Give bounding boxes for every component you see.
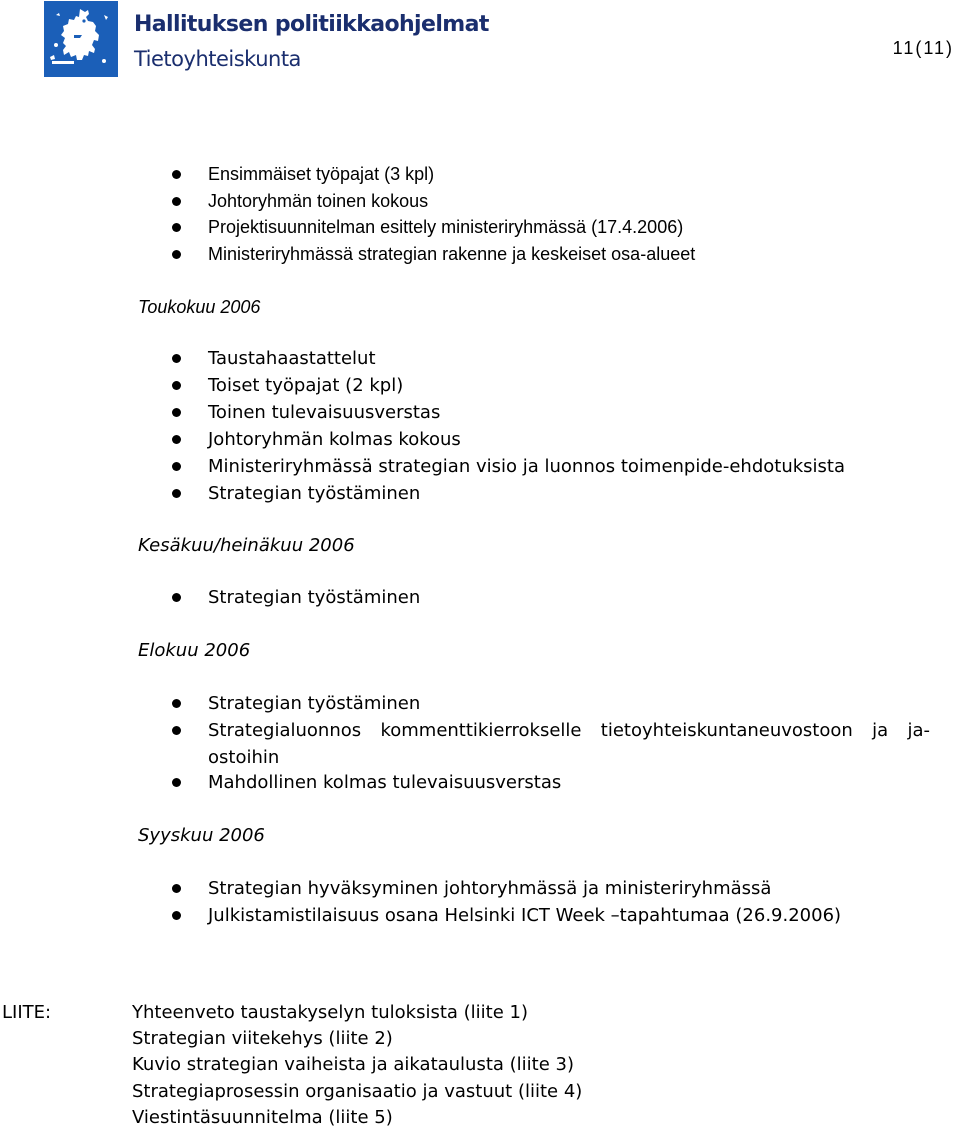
attachment-item: Viestintäsuunnitelma (liite 5) (132, 1107, 393, 1128)
bullet-icon (172, 462, 181, 471)
list-item (208, 717, 930, 771)
bullet-icon (172, 884, 181, 893)
bullet-icon (172, 435, 181, 444)
bullet-icon (172, 911, 181, 920)
bullet-icon (172, 778, 181, 787)
list-item (208, 241, 695, 268)
list-item (208, 875, 771, 902)
attachments-label: LIITE: (2, 1002, 52, 1023)
section-heading: Kesäkuu/heinäkuu 2006 (138, 535, 355, 556)
list-item (208, 769, 561, 796)
list-item-text: Mahdollinen kolmas tulevaisuusverstas (208, 772, 562, 793)
list-item (208, 372, 403, 399)
list-item-text: Projektisuunnitelman esittely ministeriryhmässä (17.4.2006) (208, 217, 684, 237)
list-item-text: Johtoryhmän kolmas kokous (208, 429, 461, 450)
list-item-text: Julkistamistilaisuus osana Helsinki ICT Week –tapahtumaa (26.9.2006) (208, 905, 842, 926)
attachment-item: Yhteenveto taustakyselyn tuloksista (liite 1) (132, 1002, 528, 1023)
list-item-text: Johtoryhmän toinen kokous (208, 191, 429, 211)
list-item (208, 188, 428, 215)
finnish-lion-logo (44, 1, 118, 77)
list-item-text: Ensimmäiset työpajat (3 kpl) (208, 164, 435, 184)
list-item-text: Ministeriryhmässä strategian visio ja luonnos toimenpide-ehdotuksista (208, 456, 846, 477)
bullet-icon (172, 699, 181, 708)
org-subtitle: Tietoyhteiskunta (134, 47, 301, 71)
list-item (208, 453, 845, 480)
attachment-item: Strategiaprosessin organisaatio ja vastuut (liite 4) (132, 1081, 583, 1102)
bullet-icon (172, 354, 181, 363)
bullet-icon (172, 593, 181, 602)
list-item (208, 584, 420, 611)
list-item-text: Toiset työpajat (2 kpl) (208, 375, 404, 396)
bullet-icon (172, 250, 181, 259)
section-heading: Toukokuu 2006 (138, 297, 261, 317)
bullet-icon (172, 489, 181, 498)
attachment-item: Strategian viitekehys (liite 2) (132, 1028, 393, 1049)
org-title: Hallituksen politiikkaohjelmat (134, 12, 489, 37)
list-item-text: Strategialuonnos kommenttikierrokselle tietoyhteiskuntaneuvostoon ja ja-ostoihin (208, 720, 930, 768)
attachment-item: Kuvio strategian vaiheista ja aikataulusta (liite 3) (132, 1054, 575, 1075)
list-item (208, 345, 376, 372)
bullet-icon (172, 197, 181, 206)
list-item-text: Taustahaastattelut (208, 348, 376, 369)
bullet-icon (172, 381, 181, 390)
list-item-text: Strategian työstäminen (208, 587, 421, 608)
bullet-icon (172, 408, 181, 417)
bullet-icon (172, 223, 181, 232)
page-number: 11(11) (892, 38, 954, 58)
list-item-text: Strategian työstäminen (208, 483, 421, 504)
list-item-text: Strategian työstäminen (208, 693, 421, 714)
list-item-text: Toinen tulevaisuusverstas (208, 402, 441, 423)
bullet-icon (172, 170, 181, 179)
section-heading: Syyskuu 2006 (138, 825, 265, 846)
list-item-text: Strategian hyväksyminen johtoryhmässä ja ministeriryhmässä (208, 878, 772, 899)
list-item-text: Ministeriryhmässä strategian rakenne ja keskeiset osa-alueet (208, 244, 696, 264)
list-item (208, 399, 440, 426)
list-item (208, 690, 420, 717)
list-item (208, 480, 420, 507)
list-item (208, 902, 841, 929)
list-item (208, 161, 434, 188)
bullet-icon (172, 726, 181, 735)
list-item (208, 426, 461, 453)
section-heading: Elokuu 2006 (138, 640, 251, 661)
list-item (208, 214, 683, 241)
